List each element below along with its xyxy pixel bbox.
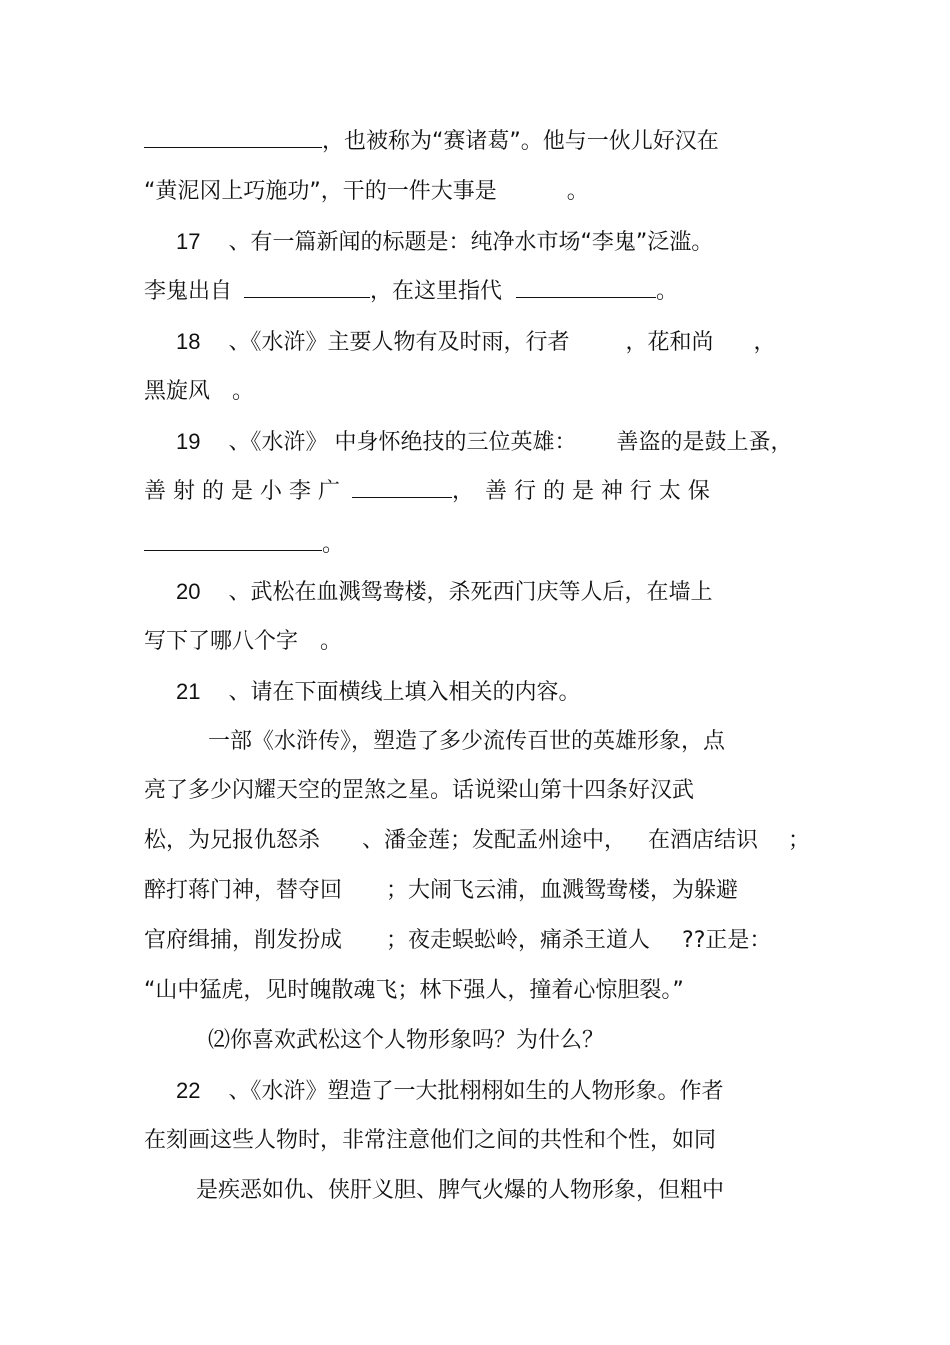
passage-text-b: 、潘金莲；发配孟州途中， [362, 828, 627, 853]
passage-text: “山中猛虎，见时魄散魂飞；林下强人，撞着心惊胆裂。” [144, 978, 684, 1003]
passage-line-2 [144, 776, 694, 806]
question-text: 、有一篇新闻的标题是：纯净水市场“李鬼”泛滥。 [228, 230, 714, 255]
line-19 [144, 1126, 716, 1156]
question-number: 22 [176, 1078, 201, 1103]
line-11 [144, 627, 342, 657]
question-22 [176, 1076, 724, 1107]
passage-text-b: ；大闹飞云浦，血溅鸳鸯楼，为躲避 [386, 878, 739, 903]
passage-text-c: ??正是： [682, 928, 772, 953]
line-2 [144, 177, 589, 207]
question-text: 、《水浒》主要人物有及时雨，行者 [228, 330, 570, 355]
question-text-c: ， [753, 330, 776, 355]
line-20-text: 是疾恶如仇、侠肝义胆、脾气火爆的人物形象，但粗中 [196, 1178, 725, 1203]
question-number: 17 [176, 229, 201, 254]
line-9-end: 。 [322, 532, 345, 557]
line-8-text-b: ， 善 行 的 是 神 行 太 保 [451, 479, 710, 504]
line-2-text: “黄泥冈上巧施功”，干的一件大事是 [144, 179, 497, 204]
sub-question-2 [208, 1026, 604, 1056]
question-text-b: 善盗的是鼓上蚤， [616, 430, 793, 455]
line-4-text-a: 李鬼出自 [144, 279, 233, 304]
line-2-end: 。 [566, 179, 589, 204]
line-6-text: 黑旋风 。 [144, 379, 255, 404]
question-18 [176, 327, 776, 358]
passage-text-a: 松，为兄报仇怒杀 [144, 828, 321, 853]
passage-line-6 [144, 976, 684, 1006]
passage-text: 亮了多少闪耀天空的罡煞之星。话说梁山第十四条好汉武 [144, 778, 695, 803]
passage-line-5 [144, 926, 771, 956]
line-1 [144, 127, 719, 157]
line-1-text: ，也被称为“赛诸葛”。他与一伙儿好汉在 [322, 129, 719, 154]
question-19 [176, 427, 793, 458]
passage-line-1 [208, 727, 725, 757]
passage-text-d: ； [788, 828, 811, 853]
question-20 [176, 577, 713, 608]
passage-text: 一部《水浒传》，塑造了多少流传百世的英雄形象，点 [208, 729, 726, 754]
line-4-end: 。 [656, 279, 679, 304]
line-9 [144, 530, 344, 560]
line-20 [196, 1176, 724, 1206]
line-4 [144, 277, 678, 307]
question-number: 18 [176, 329, 201, 354]
question-text: 、武松在血溅鸳鸯楼，杀死西门庆等人后，在墙上 [228, 580, 713, 605]
answer-blank[interactable] [244, 277, 370, 298]
line-6 [144, 377, 254, 407]
answer-blank[interactable] [144, 530, 322, 551]
line-11-text: 写下了哪八个字 。 [144, 629, 343, 654]
passage-text-b: ；夜走蜈蚣岭，痛杀王道人 [386, 928, 651, 953]
question-number: 20 [176, 579, 201, 604]
answer-blank[interactable] [352, 477, 452, 498]
line-19-text: 在刻画这些人物时，非常注意他们之间的共性和个性，如同 [144, 1128, 717, 1153]
question-number: 19 [176, 429, 201, 454]
question-text: 、《水浒》 中身怀绝技的三位英雄： [228, 430, 577, 455]
question-text: 、请在下面横线上填入相关的内容。 [228, 680, 581, 705]
line-4-text-b: ，在这里指代 [370, 279, 503, 304]
passage-line-3 [144, 826, 810, 856]
line-8 [144, 477, 710, 507]
question-21 [176, 677, 581, 708]
question-text-b: ，花和尚 [625, 330, 714, 355]
answer-blank[interactable] [516, 277, 656, 298]
question-text: 、《水浒》塑造了一大批栩栩如生的人物形象。作者 [228, 1079, 724, 1104]
answer-blank[interactable] [144, 127, 322, 148]
question-number: 21 [176, 679, 201, 704]
passage-text-c: 在酒店结识 [648, 828, 759, 853]
passage-text-a: 醉打蒋门神，替夺回 [144, 878, 343, 903]
passage-line-4 [144, 876, 738, 906]
passage-text-a: 官府缉捕，削发扮成 [144, 928, 343, 953]
question-17 [176, 227, 713, 258]
sub-question-text: ⑵你喜欢武松这个人物形象吗？为什么？ [208, 1028, 605, 1053]
line-8-text-a: 善 射 的 是 小 李 广 [144, 479, 340, 504]
